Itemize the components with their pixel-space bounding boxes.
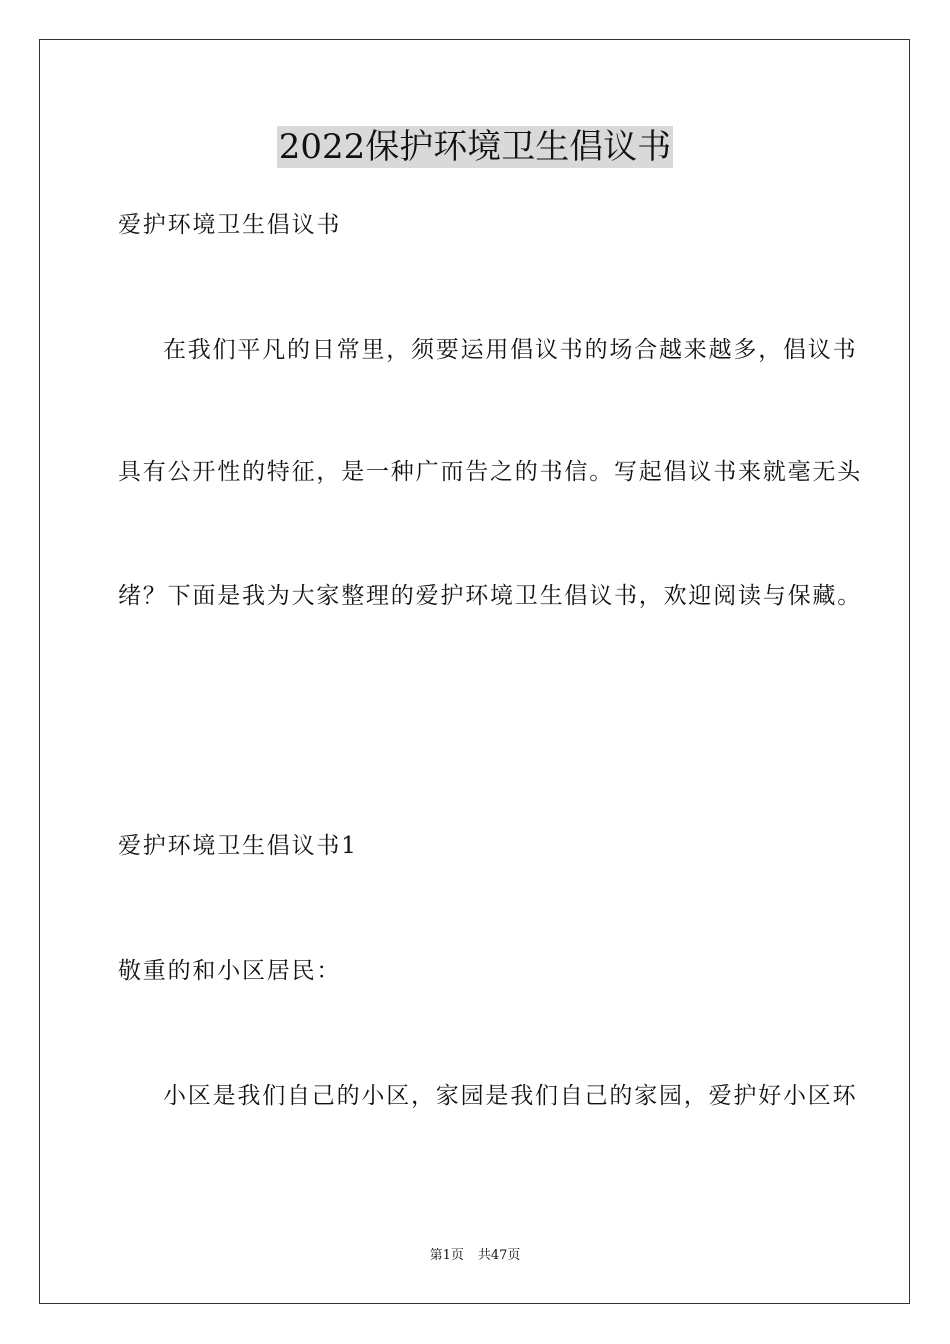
paragraph-line: 具有公开性的特征，是一种广而告之的书信。写起倡议书来就毫无头 [118, 459, 862, 485]
section-heading: 爱护环境卫生倡议书1 [118, 833, 358, 859]
paragraph-line: 绪？下面是我为大家整理的爱护环境卫生倡议书，欢迎阅读与保藏。 [118, 583, 862, 609]
paragraph-line: 小区是我们自己的小区，家园是我们自己的家园，爱护好小区环 [163, 1083, 858, 1109]
document-title: 2022保护环境卫生倡议书 [278, 127, 672, 167]
title-container [0, 126, 950, 168]
paragraph-line: 在我们平凡的日常里，须要运用倡议书的场合越来越多，倡议书 [163, 337, 858, 363]
page-footer [0, 1248, 950, 1264]
page-current-label: 第1页 [429, 1248, 464, 1263]
salutation-line: 敬重的和小区居民： [118, 958, 342, 984]
page-total-label: 共47页 [477, 1248, 521, 1263]
subtitle-line: 爱护环境卫生倡议书 [118, 212, 342, 238]
